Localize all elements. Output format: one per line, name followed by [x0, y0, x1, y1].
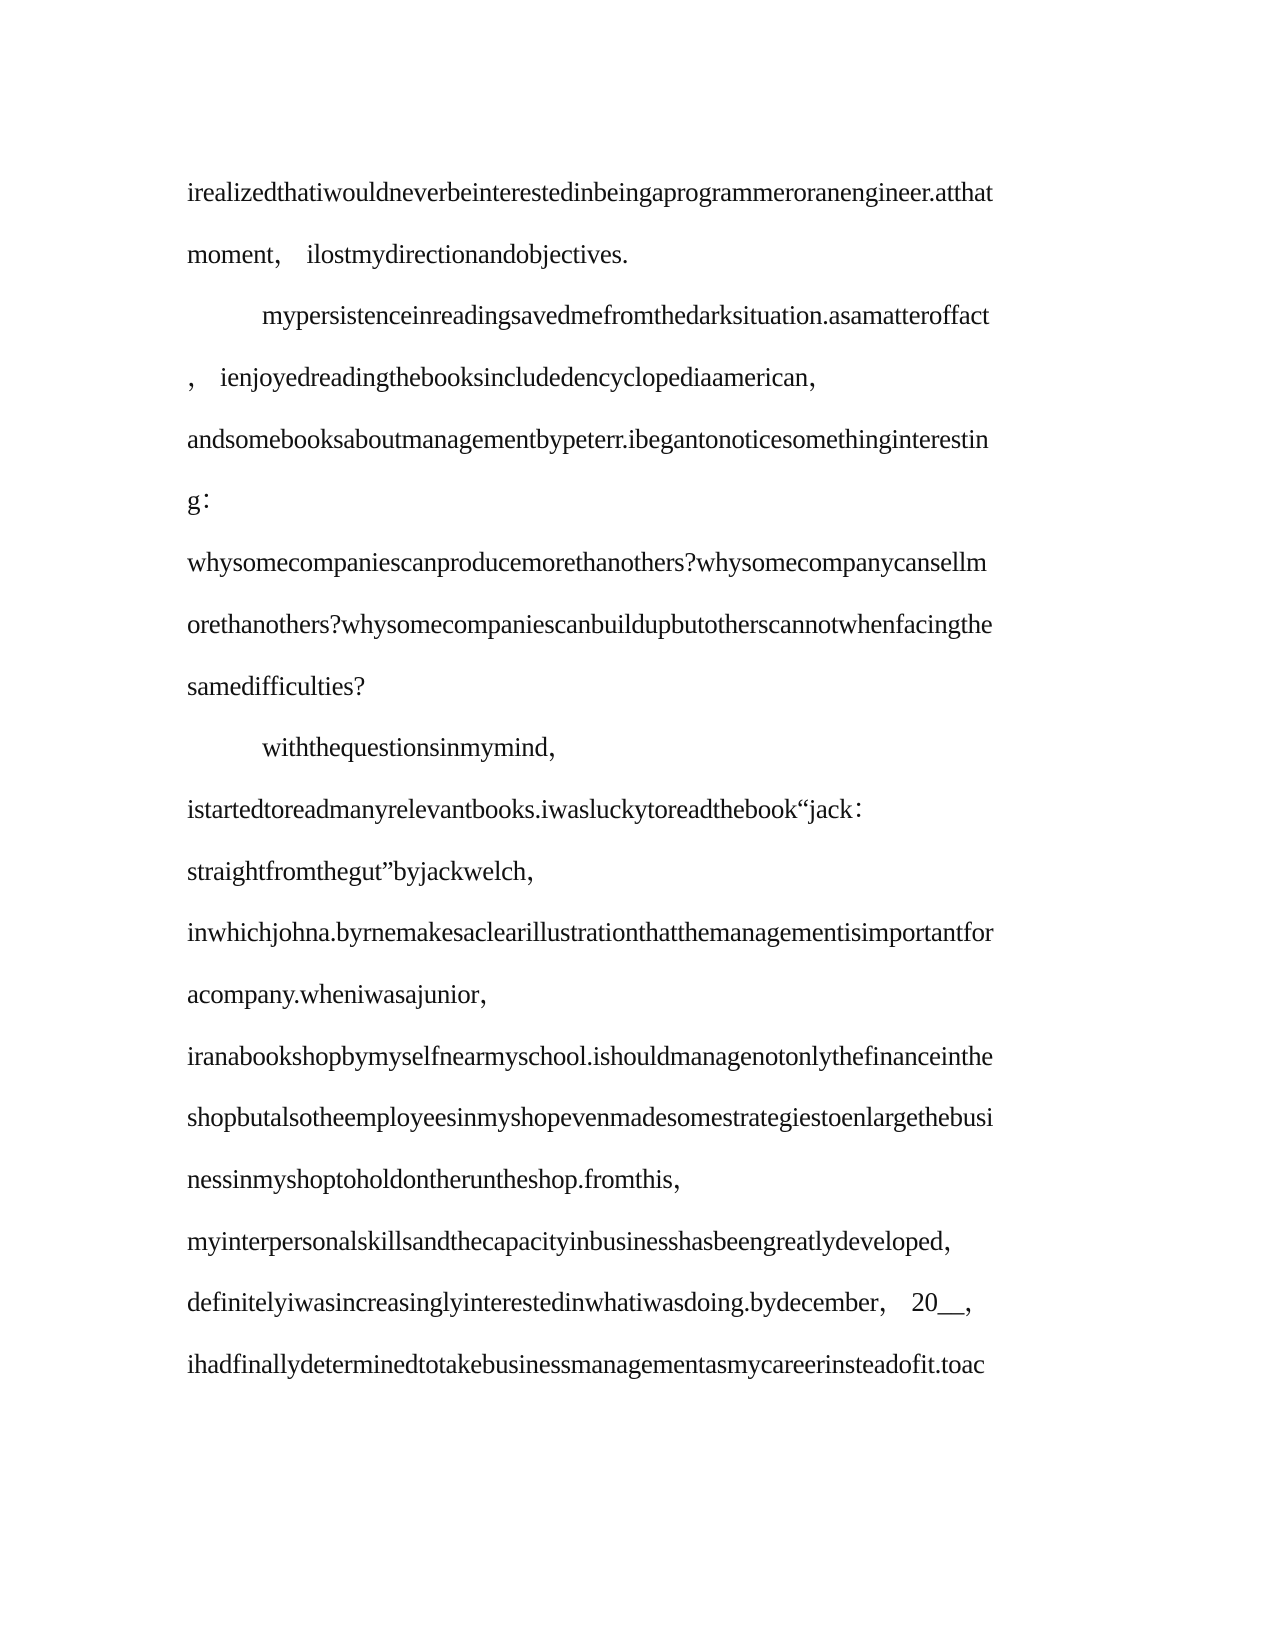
text-line: moment， ilostmydirectionandobjectives.: [187, 238, 629, 269]
text-line: withthequestionsinmymind，: [262, 732, 575, 763]
text-line: nessinmyshoptoholdontheruntheshop.fromthis，: [187, 1164, 700, 1194]
text-line: definitelyiwasincreasinglyinterestedinwhatiwasdoing.bydecember， 20__，: [187, 1287, 991, 1318]
text-line: orethanothers?whysomecompaniescanbuildupbutotherscannotwhenfacingthe: [187, 608, 993, 639]
text-line: istartedtoreadmanyrelevantbooks.iwasluckytoreadthebook“jack：: [187, 793, 879, 824]
text-line: whysomecompaniescanproducemorethanothers?whysomecompanycansellm: [187, 547, 987, 578]
text-line: ihadfinallydeterminedtotakebusinessmanagementasmycareerinsteadofit.toac: [187, 1349, 985, 1380]
text-line: acompany.wheniwasajunior，: [187, 978, 506, 1009]
body-text: [187, 162, 1097, 1396]
text-line: g：: [187, 485, 227, 516]
text-line: inwhichjohna.byrnemakesaclearillustrationthatthemanagementisimportantfor: [187, 917, 994, 948]
text-line: andsomebooksaboutmanagementbypeterr.ibegantonoticesomethinginterestin: [187, 423, 989, 454]
text-line: ， ienjoyedreadingthebooksincludedencyclopediaamerican，: [187, 362, 835, 393]
text-line: shopbutalsotheemployeesinmyshopevenmadesomestrategiestoenlargethebusi: [187, 1102, 994, 1133]
text-line: straightfromthegut”byjackwelch，: [187, 855, 553, 886]
text-line: mypersistenceinreadingsavedmefromthedarksituation.asamatteroffact: [262, 300, 990, 331]
text-line: myinterpersonalskillsandthecapacityinbusinesshasbeengreatlydeveloped，: [187, 1225, 970, 1256]
text-line: samedifficulties?: [187, 670, 365, 701]
text-line: irealizedthatiwouldneverbeinterestedinbeingaprogrammeroranengineer.atthat: [187, 177, 993, 207]
text-line: iranabookshopbymyselfnearmyschool.ishouldmanagenotonlythefinanceinthe: [187, 1040, 993, 1071]
